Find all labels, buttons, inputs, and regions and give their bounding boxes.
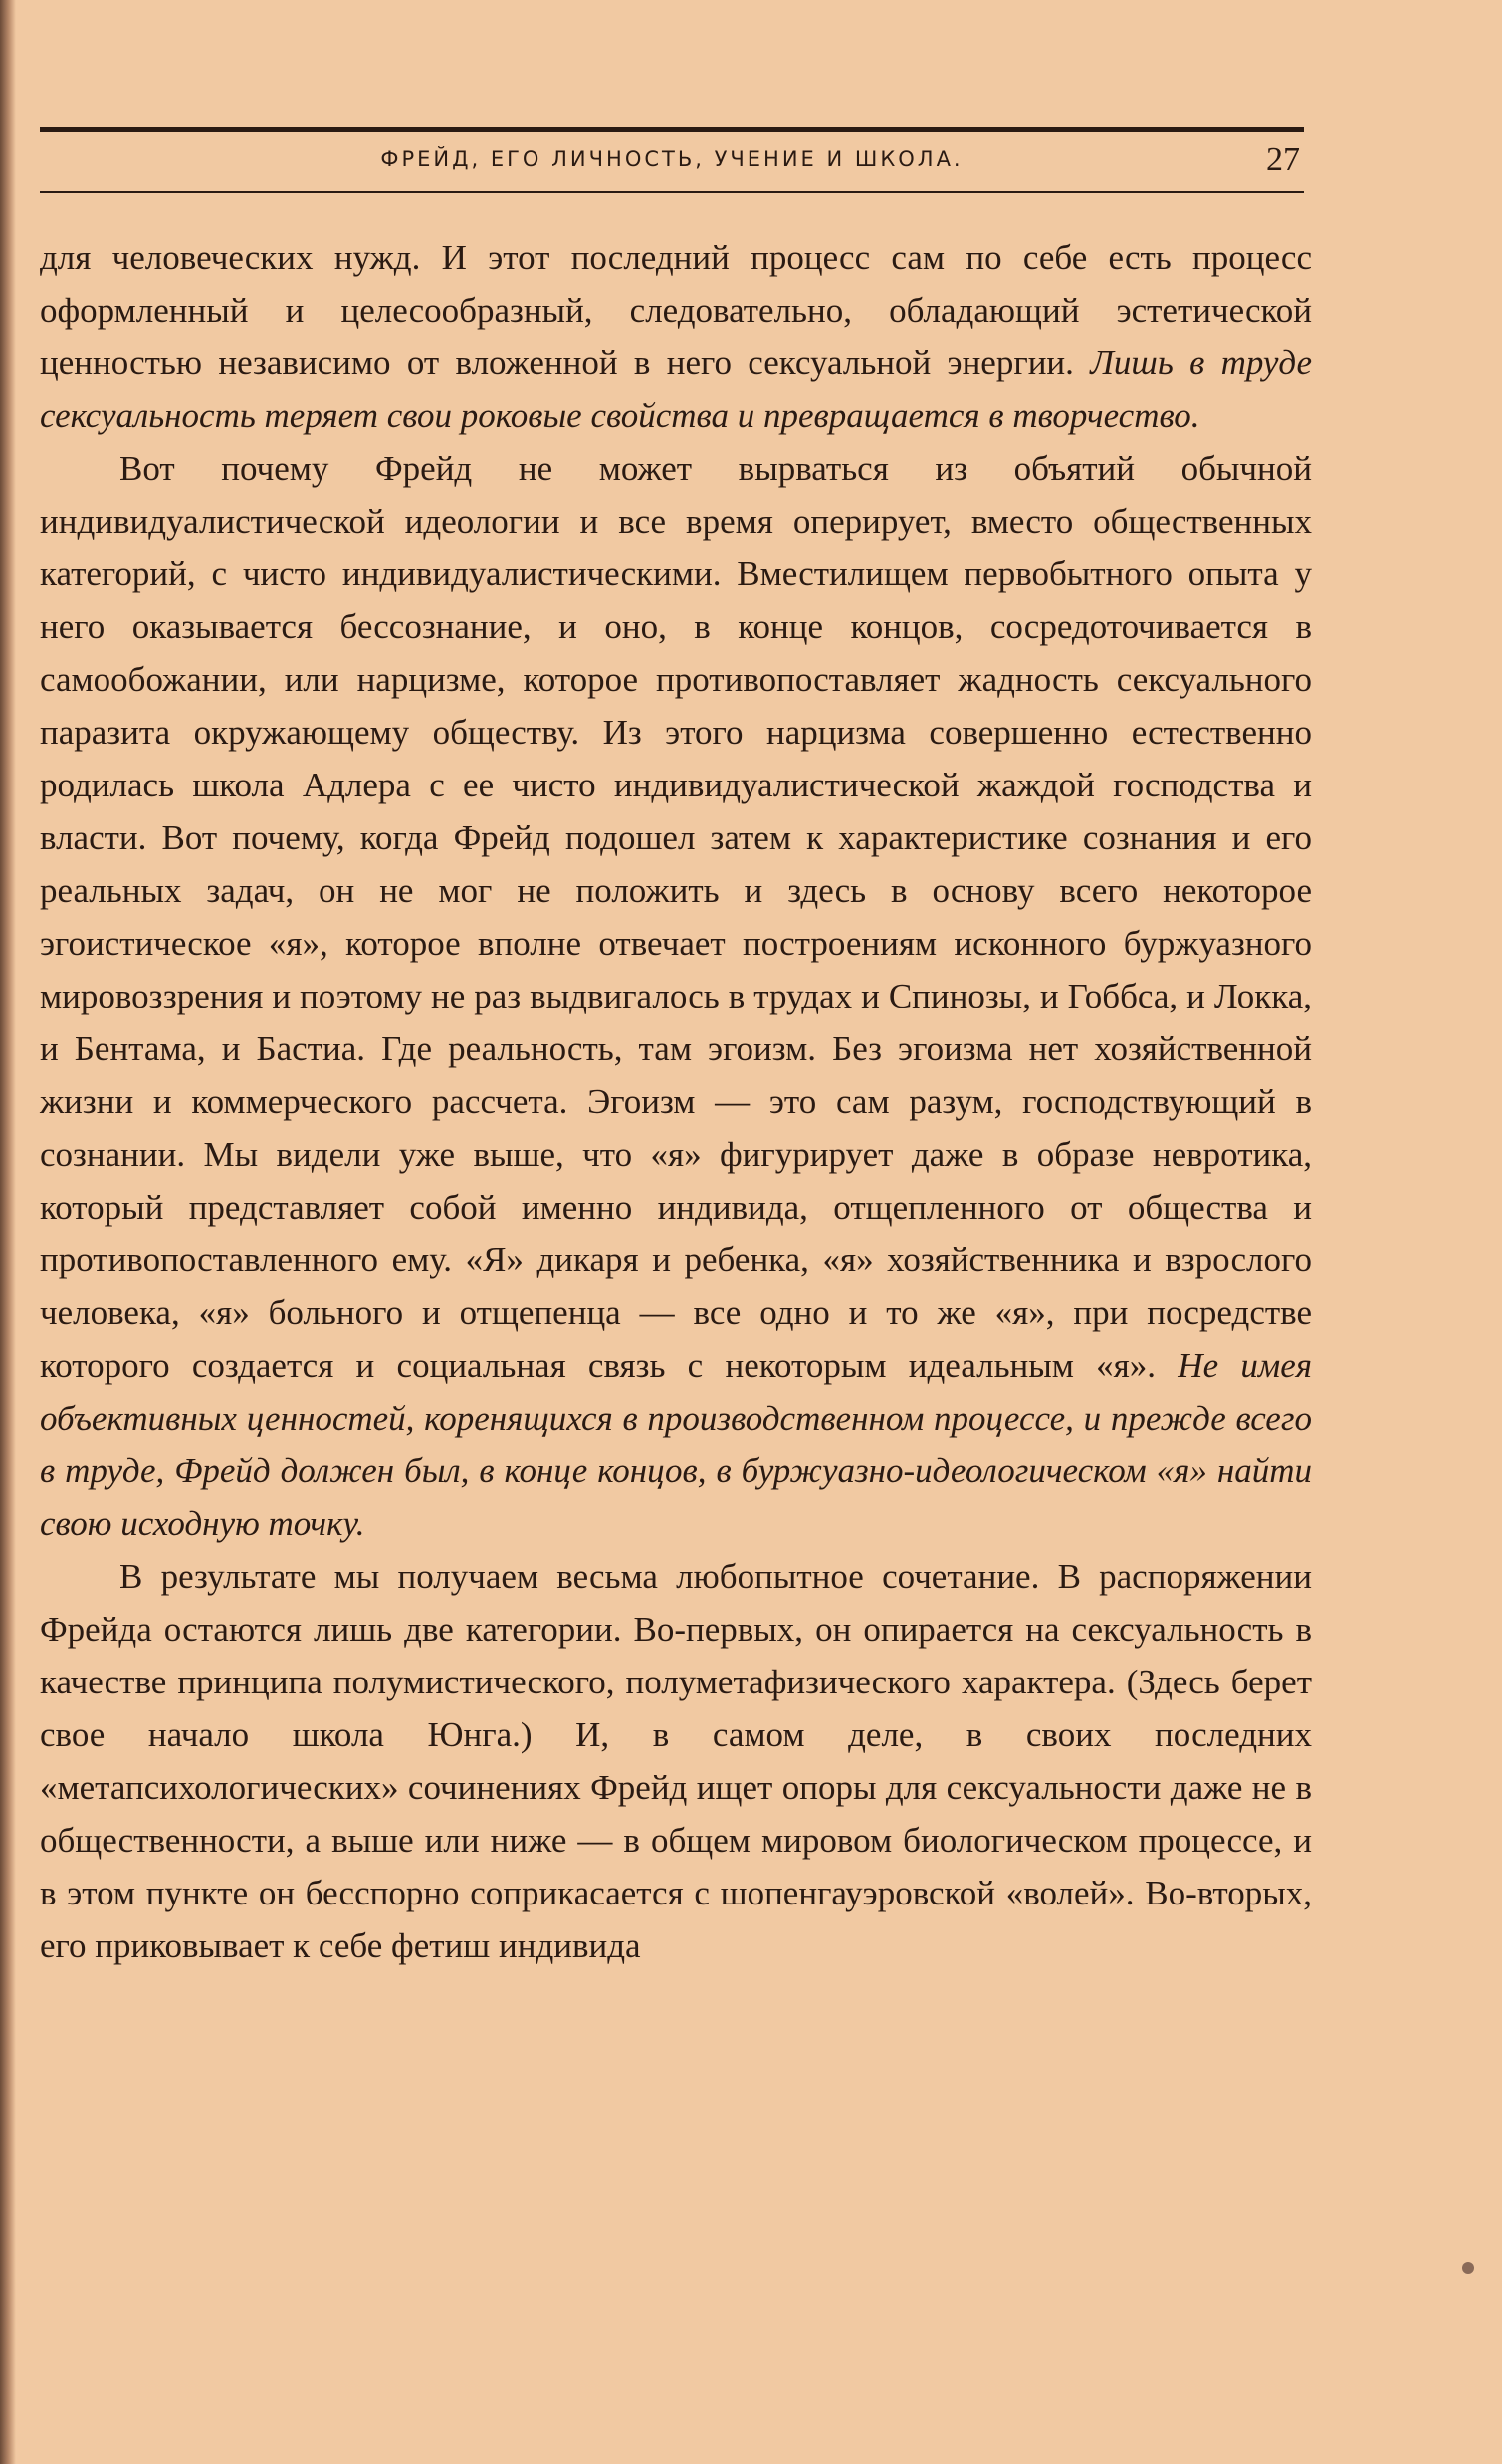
italic-segment: Лишь в труде сексуальность теряет свои роковые свойства и превращается в творчество. xyxy=(40,343,1312,435)
page-number: 27 xyxy=(1266,141,1300,178)
text-segment: Вот почему Фрейд не может вырваться из объятий обычной индивидуалистической идеологии и все время оперирует, вместо общественных категорий, с чисто индивидуалистическими. Вместилищем первобытного опыта у него оказывается бессознание, и оно, в конце концов, сосредоточивается в самообожании, или нарцизме, которое противопоставляет жадность сексуального паразита окружающему обществу. Из этого нарцизма совершенно естественно родилась школа Адлера с ее чисто индивидуалистической жаждой господства и власти. Вот почему, когда Фрейд подошел затем к характеристике сознания и его реальных задач, он не мог не положить и здесь в основу всего некоторое эгоистическое «я», которое вполне отвечает построениям исконного буржуазного мировоззрения и поэтому не раз выдвигалось в трудах и Спинозы, и Гоббса, и Локка, и Бентама, и Бастиа. Где реальность, там эгоизм. Без эгоизма нет хозяйственной жизни и коммерческого рассчета. Эгоизм — это сам разум, господствующий в сознании. Мы видели уже выше, что «я» фигурирует даже в образе невротика, который представляет собой именно индивида, отщепленного от общества и противопоставленного ему. «Я» дикаря и ребенка, «я» хозяйственника и взрослого человека, «я» больного и отщепенца — все одно и то же «я», при посредстве которого создается и социальная связь с некоторым идеальным «я». xyxy=(40,449,1312,1385)
paragraph xyxy=(40,442,1312,1550)
book-page xyxy=(40,127,1313,2397)
header-top-rule xyxy=(40,127,1304,132)
paragraph xyxy=(40,1550,1312,1972)
running-head xyxy=(40,141,1304,181)
paper-speck xyxy=(1462,2262,1474,2274)
italic-segment: Не имея объективных ценностей, коренящихся в производственном процессе, и прежде всего в труде, Фрейд должен был, в конце концов, в буржуазно-идеологическом «я» найти свою исходную точку. xyxy=(40,1346,1313,1543)
header-bottom-rule xyxy=(40,191,1304,193)
text-segment: В результате мы получаем весьма любопытное сочетание. В распоряжении Фрейда остаются лишь две категории. Во-первых, он опирается на сексуальность в качестве принципа полумистического, полуметафизического характера. (Здесь берет свое начало школа Юнга.) И, в самом деле, в своих последних «метапсихологических» сочинениях Фрейд ищет опоры для сексуальности даже не в общественности, а выше или ниже — в общем мировом биологическом процессе, и в этом пункте он бесспорно соприкасается с шопенгауэровской «волей». Во-вторых, его приковывает к себе фетиш индивида xyxy=(40,1557,1312,1965)
book-spine-shadow xyxy=(0,0,16,2464)
text-segment: для человеческих нужд. И этот последний процесс сам по себе есть процесс оформленный и целесообразный, следовательно, обладающий эстетической ценностью независимо от вложенной в него сексуальной энергии. xyxy=(40,238,1312,382)
body-text xyxy=(40,231,1312,1972)
running-title: ФРЕЙД, ЕГО ЛИЧНОСТЬ, УЧЕНИЕ И ШКОЛА. xyxy=(380,147,964,171)
paragraph xyxy=(40,231,1312,442)
